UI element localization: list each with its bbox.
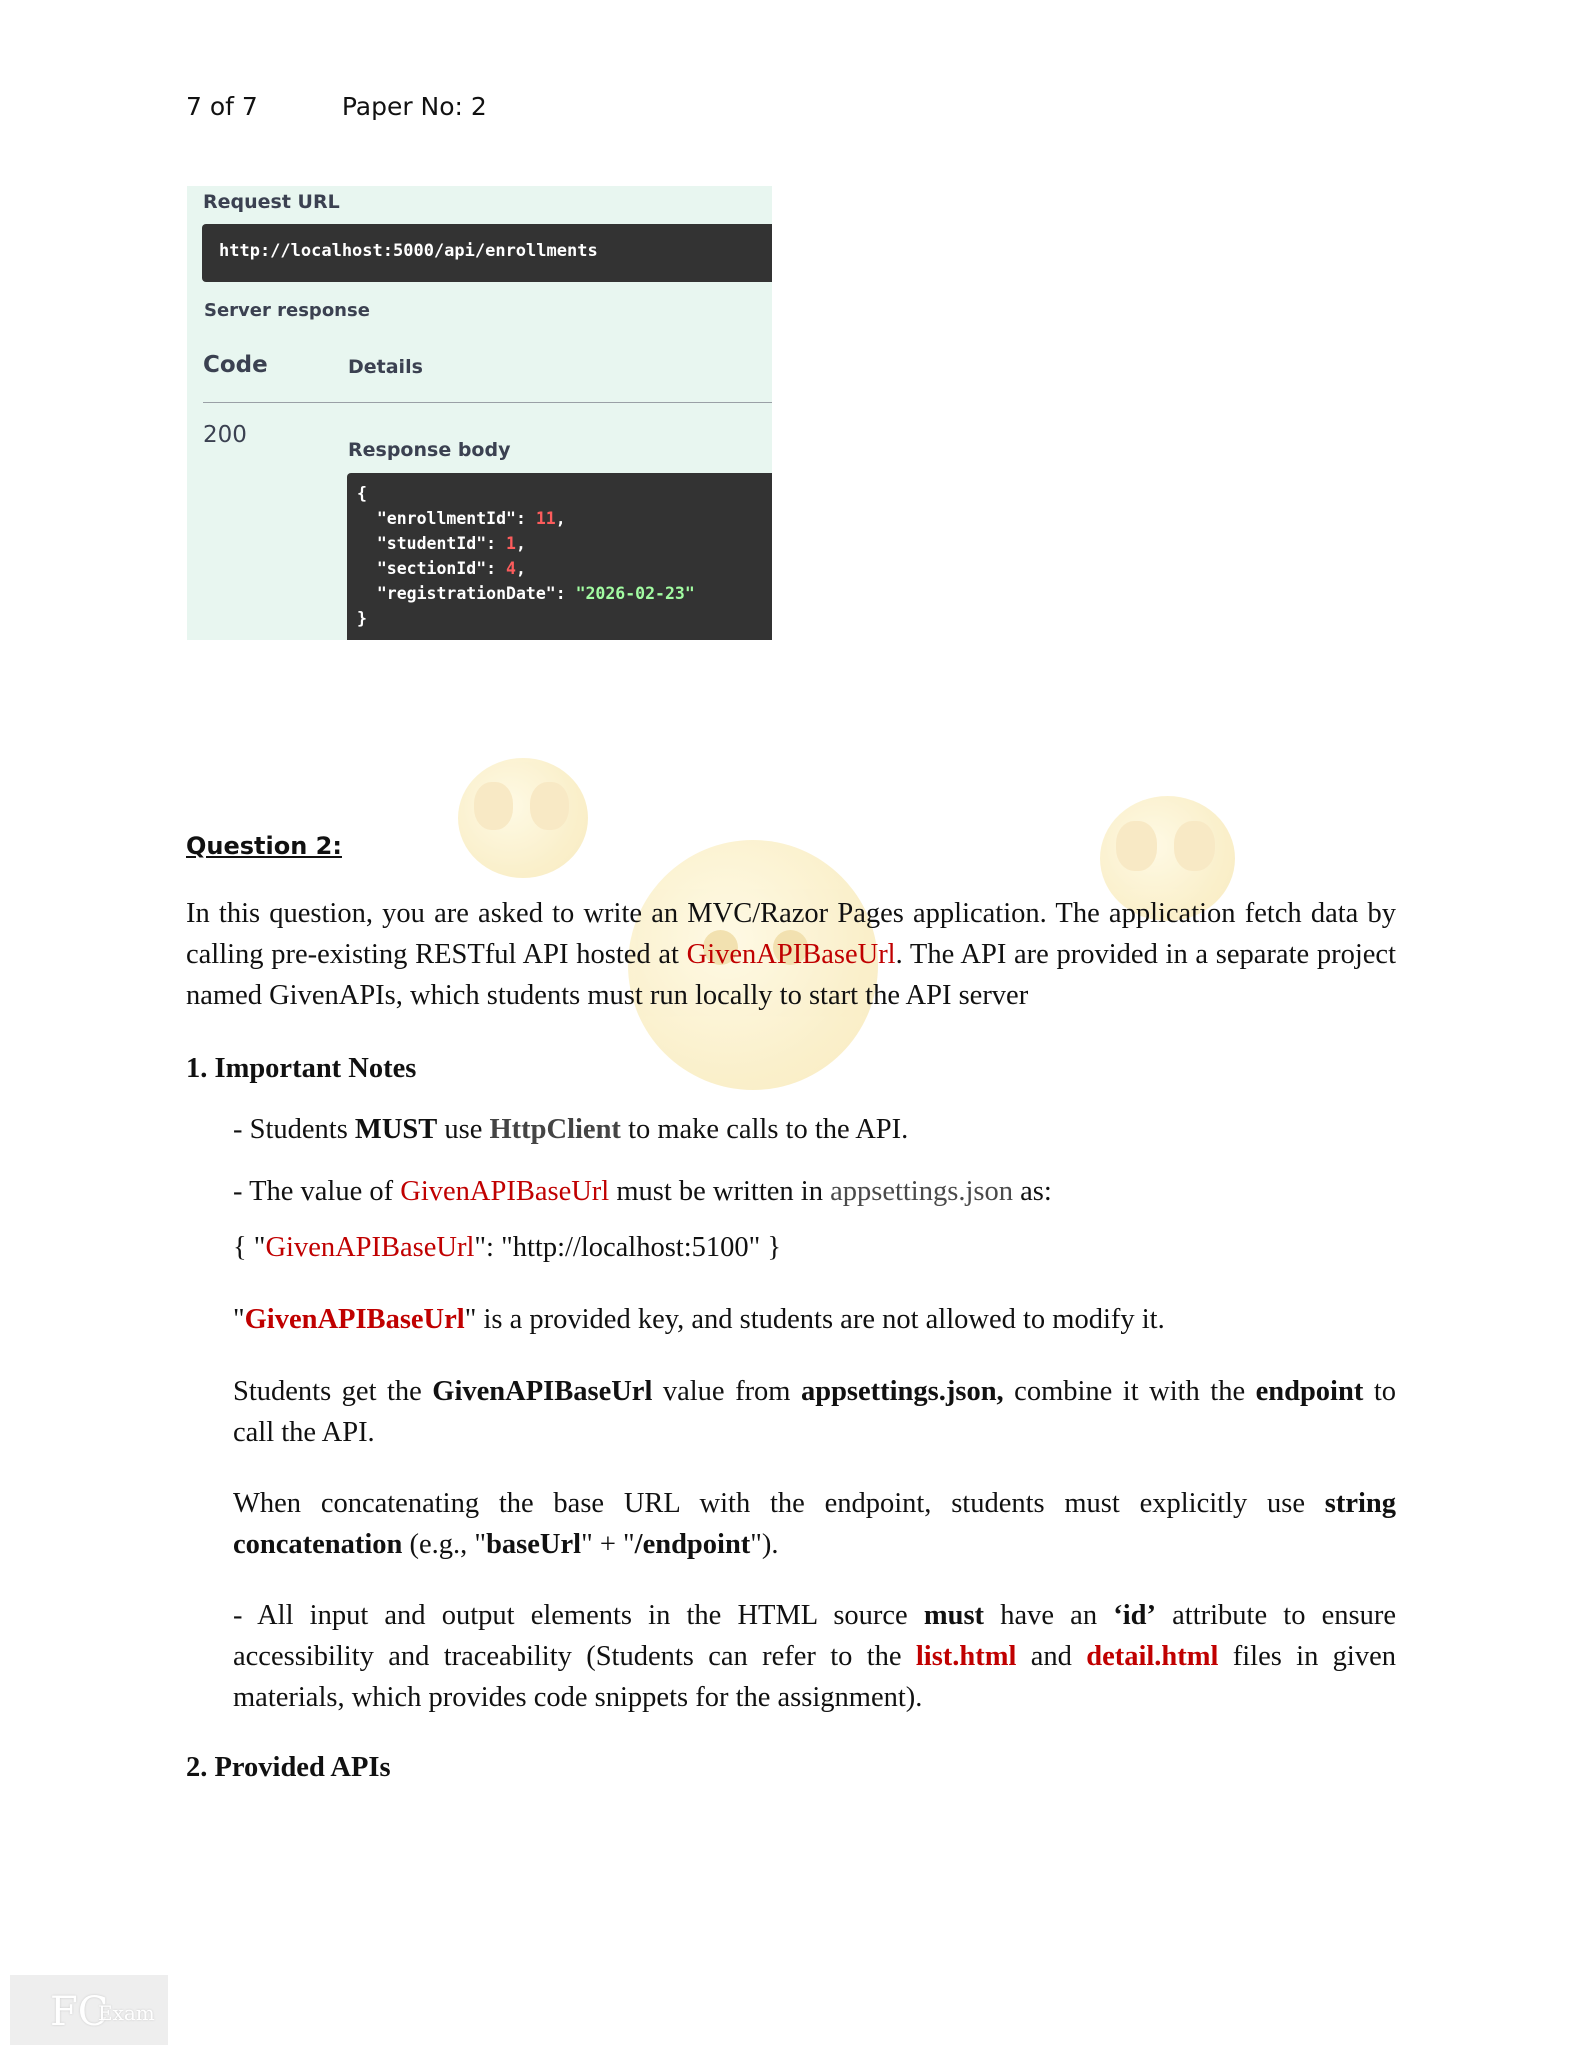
response-body-label: Response body — [348, 439, 511, 461]
response-body: { "enrollmentId": 11, "studentId": 1, "sectionId": 4, "registrationDate": "2026-02-23" } — [347, 473, 772, 640]
important-notes-heading: 1. Important Notes — [186, 1053, 417, 1084]
page-header — [186, 92, 487, 121]
note-id-attribute: - All input and output elements in the HTML source must have an ‘id’ attribute to ensure accessibility and traceability (Students can refer to the list.html and detail.html files in given materials, which provides code snippets for the assignment). — [233, 1600, 1396, 1713]
page-number: 7 of 7 — [186, 92, 258, 121]
request-url-label: Request URL — [203, 191, 340, 213]
watermark-face-left — [458, 758, 588, 878]
note-provided-key: "GivenAPIBaseUrl" is a provided key, and students are not allowed to modify it. — [233, 1304, 1165, 1335]
provided-apis-heading: 2. Provided APIs — [186, 1752, 391, 1783]
table-divider — [203, 402, 772, 403]
details-column-header: Details — [348, 356, 423, 378]
note-appsettings: - The value of GivenAPIBaseUrl must be written in appsettings.json as: — [233, 1176, 1052, 1207]
note-config-example: { "GivenAPIBaseUrl": "http://localhost:5100" } — [233, 1232, 782, 1263]
code-column-header: Code — [203, 352, 268, 378]
question-intro: In this question, you are asked to write an MVC/Razor Pages application. The application fetch data by calling pre-existing RESTful API hosted at GivenAPIBaseUrl. The API are provided in a separate project named GivenAPIs, which students must run locally to start the API server — [186, 898, 1396, 1011]
paper-number: Paper No: 2 — [341, 92, 487, 121]
status-code: 200 — [203, 422, 247, 448]
note-combine-endpoint: Students get the GivenAPIBaseUrl value from appsettings.json, combine it with the endpoint to call the API. — [233, 1376, 1396, 1448]
swagger-response-panel — [187, 186, 772, 640]
note-httpclient: - Students MUST use HttpClient to make calls to the API. — [233, 1114, 909, 1145]
note-string-concatenation: When concatenating the base URL with the endpoint, students must explicitly use string concatenation (e.g., "baseUrl" + "/endpoint"). — [233, 1488, 1396, 1560]
watermark-logo: FC Exam — [10, 1975, 168, 2045]
question-title: Question 2: — [186, 832, 342, 860]
request-url-box: http://localhost:5000/api/enrollments — [202, 224, 772, 282]
server-response-label: Server response — [204, 300, 370, 321]
